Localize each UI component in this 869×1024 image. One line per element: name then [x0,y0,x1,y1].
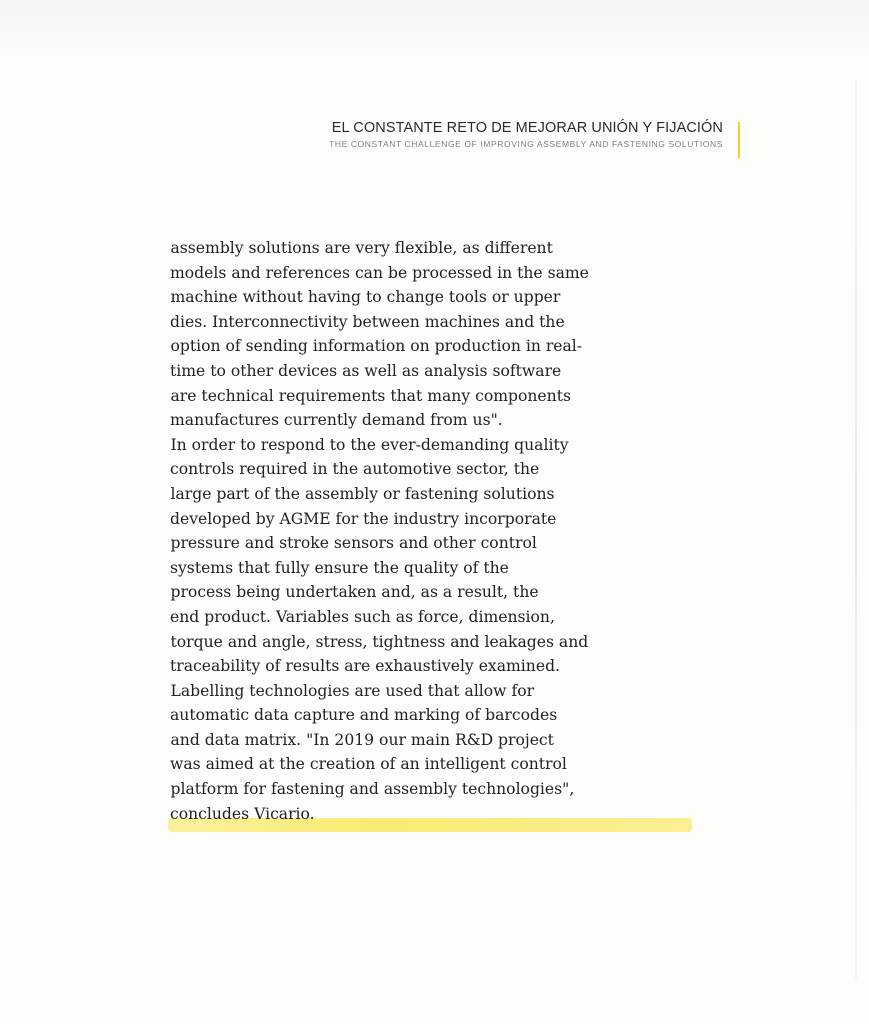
article-line: controls required in the automotive sector, the [170,460,540,479]
article-line: option of sending information on production in real- [170,337,583,356]
article-line: concludes Vicario. [170,804,315,823]
article-line: platform for fastening and assembly technologies", [170,780,575,799]
header-subtitle: THE CONSTANT CHALLENGE OF IMPROVING ASSEMBLY AND FASTENING SOLUTIONS [329,139,723,149]
article-line: large part of the assembly or fastening solutions [170,484,555,503]
scan-shadow [0,0,869,60]
article-body [170,236,620,826]
article-line: assembly solutions are very flexible, as different [170,239,553,257]
article-line: machine without having to change tools or upper [170,288,561,307]
article-line: developed by AGME for the industry incorporate [170,509,557,528]
article-line: traceability of results are exhaustively examined. [170,657,561,676]
article-line: Labelling technologies are used that allow for [170,681,535,700]
article-line: process being undertaken and, as a result, the [170,583,539,602]
article-line: pressure and stroke sensors and other control [170,534,537,553]
article-line: automatic data capture and marking of barcodes [170,706,558,725]
running-header [329,118,723,149]
article-line: manufactures currently demand from us". [170,411,503,430]
article-line: time to other devices as well as analysis software [170,361,562,380]
article-line: In order to respond to the ever-demanding quality [170,435,569,454]
article-line: are technical requirements that many components [170,386,571,405]
article-line: systems that fully ensure the quality of the [170,558,509,577]
article-line: and data matrix. "In 2019 our main R&D project [170,730,554,749]
article-line: dies. Interconnectivity between machines and the [170,312,565,331]
article-line: torque and angle, stress, tightness and leakages and [170,632,589,651]
page-edge [855,80,857,980]
header-accent-bar [738,122,740,158]
article-line: was aimed at the creation of an intelligent control [170,755,567,774]
header-title: EL CONSTANTE RETO DE MEJORAR UNIÓN Y FIJACIÓN [331,120,723,136]
article-line: end product. Variables such as force, dimension, [170,607,555,626]
article-line: models and references can be processed in the same [170,263,589,282]
